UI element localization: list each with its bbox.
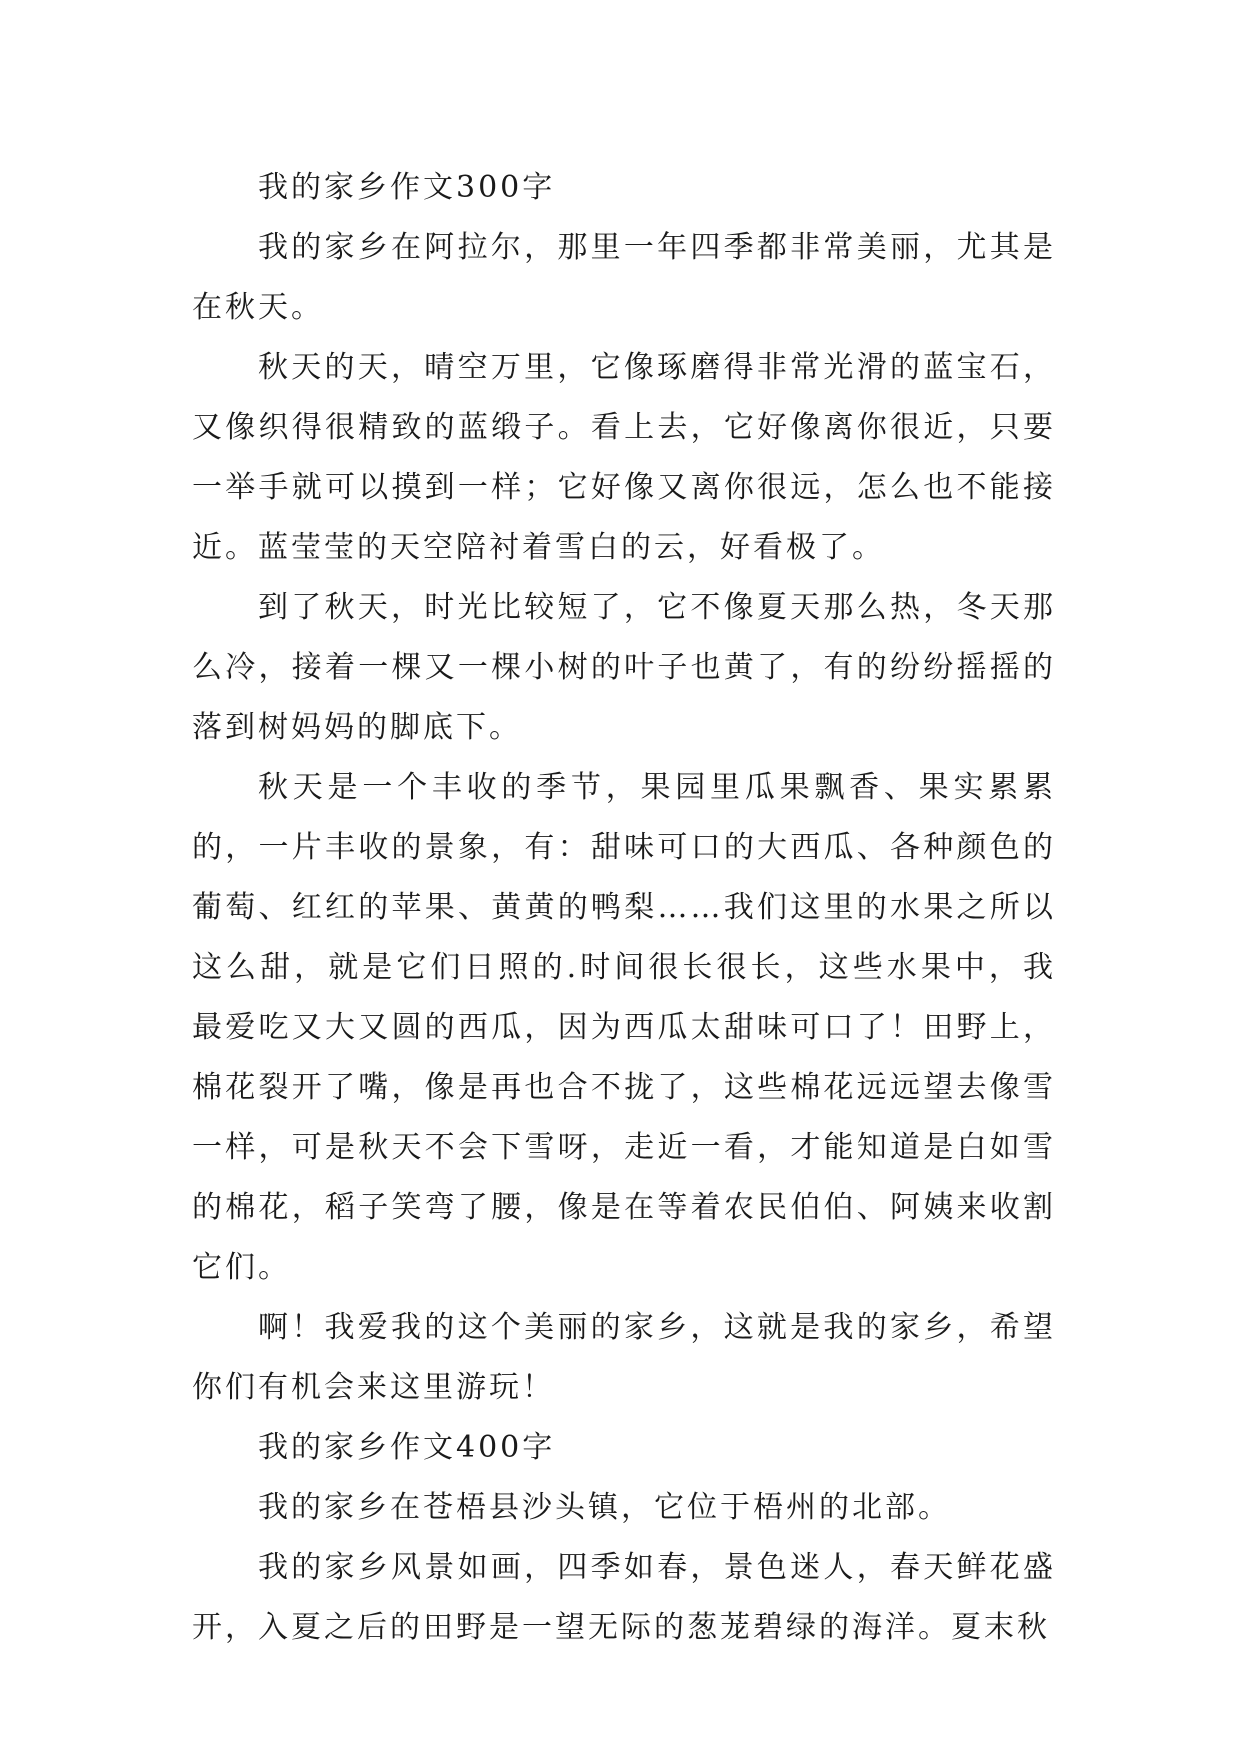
paragraph-autumn-sky: 秋天的天，晴空万里，它像琢磨得非常光滑的蓝宝石，又像织得很精致的蓝缎子。看上去，它好像离你很近，只要一举手就可以摸到一样；它好像又离你很远，怎么也不能接近。蓝莹莹的天空陪衬着雪白的云，好看极了。 xyxy=(192,350,1056,565)
paragraph-intro: 我的家乡在阿拉尔，那里一年四季都非常美丽，尤其是在秋天。 xyxy=(192,230,1056,325)
section-title-300: 我的家乡作文300字 xyxy=(258,170,556,205)
section-title-400: 我的家乡作文400字 xyxy=(258,1430,556,1465)
paragraph-location: 我的家乡在苍梧县沙头镇，它位于梧州的北部。 xyxy=(258,1490,951,1525)
paragraph-autumn-days: 到了秋天，时光比较短了，它不像夏天那么热，冬天那么冷，接着一棵又一棵小树的叶子也黄了，有的纷纷摇摇的落到树妈妈的脚底下。 xyxy=(192,590,1056,745)
document-body xyxy=(192,158,1056,1658)
paragraph-scenery: 我的家乡风景如画，四季如春，景色迷人，春天鲜花盛开，入夏之后的田野是一望无际的葱茏碧绿的海洋。夏末秋 xyxy=(192,1550,1056,1645)
paragraph-conclusion: 啊！我爱我的这个美丽的家乡，这就是我的家乡，希望你们有机会来这里游玩！ xyxy=(192,1310,1056,1405)
paragraph-harvest: 秋天是一个丰收的季节，果园里瓜果飘香、果实累累的，一片丰收的景象，有：甜味可口的大西瓜、各种颜色的葡萄、红红的苹果、黄黄的鸭梨……我们这里的水果之所以这么甜，就是它们日照的.时间很长很长，这些水果中，我最爱吃又大又圆的西瓜，因为西瓜太甜味可口了！田野上，棉花裂开了嘴，像是再也合不拢了，这些棉花远远望去像雪一样，可是秋天不会下雪呀，走近一看，才能知道是白如雪的棉花，稻子笑弯了腰，像是在等着农民伯伯、阿姨来收割它们。 xyxy=(192,770,1056,1285)
